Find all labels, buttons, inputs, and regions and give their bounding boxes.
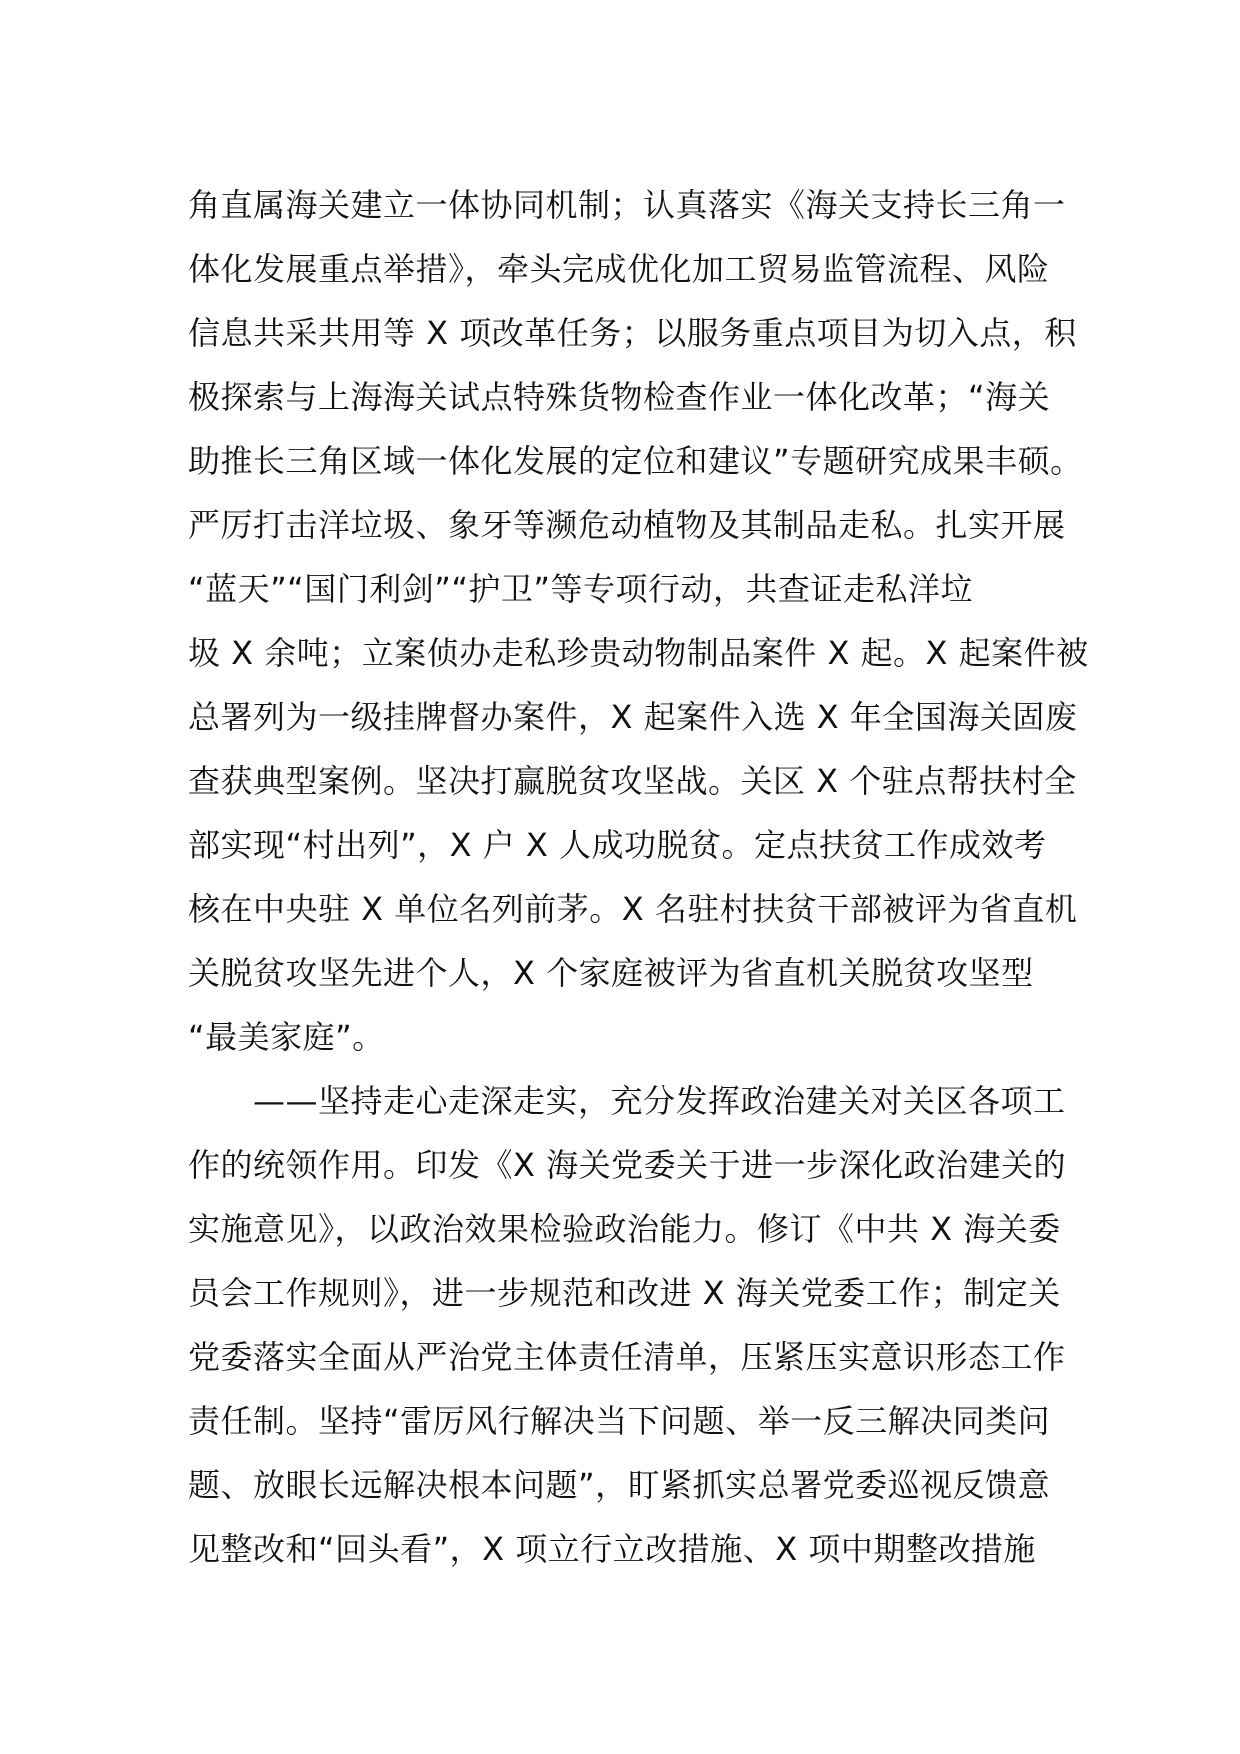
text-line: 信息共采共用等 X 项改革任务；以服务重点项目为切入点，积 — [188, 314, 1077, 352]
text-line: 关脱贫攻坚先进个人，X 个家庭被评为省直机关脱贫攻坚型 — [188, 954, 1034, 992]
text-line: “最美家庭”。 — [188, 1018, 385, 1056]
text-line: 实施意见》，以政治效果检验政治能力。修订《中共 X 海关委 — [188, 1210, 1061, 1248]
text-line: 角直属海关建立一体协同机制；认真落实《海关支持长三角一 — [188, 186, 1066, 224]
text-line: 责任制。坚持“雷厉风行解决当下问题、举一反三解决同类问 — [188, 1402, 1051, 1440]
text-line: 圾 X 余吨；立案侦办走私珍贵动物制品案件 X 起。X 起案件被 — [188, 634, 1089, 672]
text-line: 员会工作规则》，进一步规范和改进 X 海关党委工作；制定关 — [188, 1274, 1061, 1312]
body-text — [188, 173, 1089, 1581]
text-line: 总署列为一级挂牌督办案件，X 起案件入选 X 年全国海关固废 — [188, 698, 1078, 736]
text-line: 查获典型案例。坚决打赢脱贫攻坚战。关区 X 个驻点帮扶村全 — [188, 762, 1077, 800]
text-line: 极探索与上海海关试点特殊货物检查作业一体化改革；“海关 — [188, 378, 1051, 416]
text-line: 见整改和“回头看”，X 项立行立改措施、X 项中期整改措施 — [188, 1530, 1036, 1568]
text-line: 题、放眼长远解决根本问题”，盯紧抓实总署党委巡视反馈意 — [188, 1466, 1051, 1504]
text-line: ——坚持走心走深走实，充分发挥政治建关对关区各项工 — [188, 1082, 1066, 1120]
text-line: “蓝天”“国门利剑”“护卫”等专项行动，共查证走私洋垃 — [188, 570, 973, 608]
text-line: 助推长三角区域一体化发展的定位和建议”专题研究成果丰硕。 — [188, 442, 1083, 480]
text-line: 作的统领作用。印发《X 海关党委关于进一步深化政治建关的 — [188, 1146, 1067, 1184]
text-line: 严厉打击洋垃圾、象牙等濒危动植物及其制品走私。扎实开展 — [188, 506, 1066, 544]
text-line: 部实现“村出列”，X 户 X 人成功脱贫。定点扶贫工作成效考 — [188, 826, 1047, 864]
text-line: 体化发展重点举措》，牵头完成优化加工贸易监管流程、风险 — [188, 250, 1050, 288]
text-line: 核在中央驻 X 单位名列前茅。X 名驻村扶贫干部被评为省直机 — [188, 890, 1078, 928]
text-line: 党委落实全面从严治党主体责任清单，压紧压实意识形态工作 — [188, 1338, 1066, 1376]
